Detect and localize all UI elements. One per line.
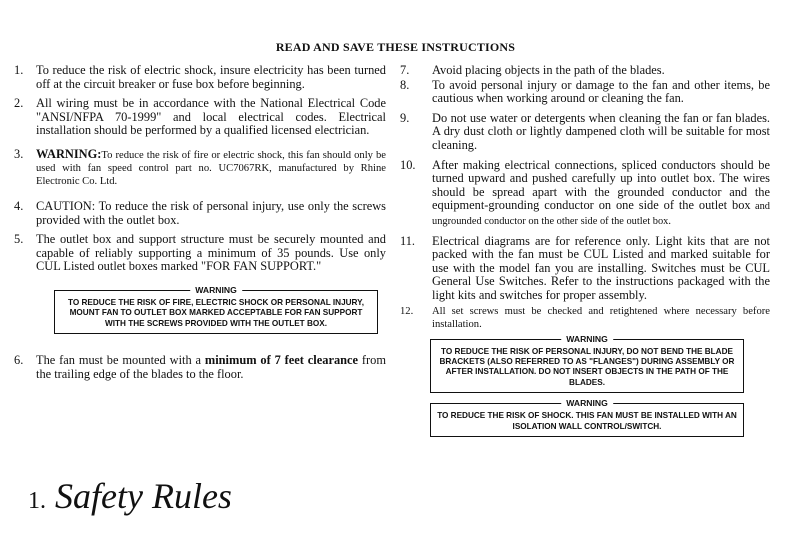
item-text: After making electrical connections, spliced conductors should be turned upward and pushed carefully up into outlet box. The wires should be spread apart with the grounded conductor and the equipment-grounding conductor on one side of the outlet box [432, 157, 770, 213]
item-number: 11. [400, 233, 416, 248]
item-number: 6. [14, 353, 24, 368]
page-header: READ AND SAVE THESE INSTRUCTIONS [275, 40, 516, 54]
instruction-2 [14, 97, 386, 138]
instruction-10 [400, 159, 770, 229]
instruction-4 [14, 200, 386, 227]
section-title-text: Safety Rules [55, 476, 232, 516]
instruction-3 [14, 148, 386, 188]
warning-box-outlet [54, 284, 378, 334]
item-text: Do not use water or detergents when cleaning the fan or fan blades. A dry dust cloth or lightly dampened cloth will be suitable for most cleaning. [432, 110, 770, 152]
warning-box-blades [430, 333, 744, 394]
item-number: 4. [14, 198, 24, 213]
item-text: To reduce the risk of electric shock, insure electricity has been turned off at the circuit breaker or fuse box before beginning. [36, 63, 386, 91]
instruction-7 [400, 64, 770, 78]
item-text-small: and ungrounded conductor on the other side of the outlet box. [432, 201, 770, 227]
warning-box-shock [430, 398, 744, 437]
instruction-11 [400, 235, 770, 303]
item-text: The outlet box and support structure must be securely mounted and capable of reliably supporting a minimum of 35 pounds. Use only CUL Listed outlet boxes marked "FOR FAN SUPPORT." [36, 232, 386, 274]
left-column [14, 64, 386, 387]
item-text: To avoid personal injury or damage to the fan and other items, be cautious when working around or cleaning the fan. [432, 77, 770, 106]
instruction-8 [400, 79, 770, 106]
item-number: 8. [400, 77, 410, 92]
instruction-9 [400, 112, 770, 153]
instruction-5 [14, 233, 386, 274]
warning-label: WARNING: [36, 146, 102, 161]
section-title [28, 474, 232, 523]
item-text: Electrical diagrams are for reference only. Light kits that are not packed with the fan must be CUL Listed and marked suitable for use with the model fan you are installing. Switches must be CUL General Use Switches. Refer to the instructions packaged with the light kits and switches for proper assembly. [432, 233, 770, 302]
item-text: CAUTION: To reduce the risk of personal injury, use only the screws provided with the outlet box. [36, 198, 386, 227]
right-column [400, 64, 770, 437]
item-number: 5. [14, 232, 24, 247]
instruction-12 [400, 305, 770, 331]
instruction-6 [14, 354, 386, 381]
warning-title: WARNING [561, 333, 613, 345]
item-number: 12. [400, 305, 414, 317]
warning-text: TO REDUCE THE RISK OF FIRE, ELECTRIC SHOCK OR PERSONAL INJURY, MOUNT FAN TO OUTLET BOX MARKED ACCEPTABLE FOR FAN SUPPORT WITH THE SCREWS PROVIDED WITH THE OUTLET BOX. [68, 297, 364, 328]
warning-text: TO REDUCE THE RISK OF SHOCK. THIS FAN MUST BE INSTALLED WITH AN ISOLATION WALL CONTROL/SWITCH. [437, 411, 737, 431]
section-number: 1. [28, 488, 46, 514]
item-number: 2. [14, 96, 24, 111]
warning-text: TO REDUCE THE RISK OF PERSONAL INJURY, DO NOT BEND THE BLADE BRACKETS (ALSO REFERRED TO AS "FLANGES") DURING ASSEMBLY OR AFTER INSTALLATION. DO NOT INSERT OBJECTS IN THE PATH OF THE BLADES. [439, 346, 735, 387]
item-number: 1. [14, 63, 24, 77]
item-text: The fan must be mounted with a [36, 353, 205, 368]
item-text: Avoid placing objects in the path of the blades. [432, 63, 665, 77]
item-text: All wiring must be in accordance with the National Electrical Code "ANSI/NFPA 70-1999" and local electrical codes. Electrical installation should be performed by a qualified licensed electrician. [36, 96, 386, 138]
item-number: 7. [400, 63, 410, 77]
item-number: 9. [400, 110, 410, 125]
item-text: from the trailing edge of the blades to the floor. [36, 353, 387, 381]
item-text: To reduce the risk of fire or electric shock, this fan should only be used with fan speed control part no. UC7067RK, manufactured by Rhine Electronic Co. Ltd. [36, 149, 386, 187]
warning-title: WARNING [190, 284, 242, 296]
item-text-bold: minimum of 7 feet clearance [204, 353, 359, 368]
instruction-1 [14, 64, 386, 91]
warning-title: WARNING [561, 397, 613, 409]
item-number: 3. [14, 146, 24, 161]
item-text: All set screws must be checked and retightened where necessary before installation. [432, 305, 770, 330]
item-number: 10. [400, 157, 416, 172]
